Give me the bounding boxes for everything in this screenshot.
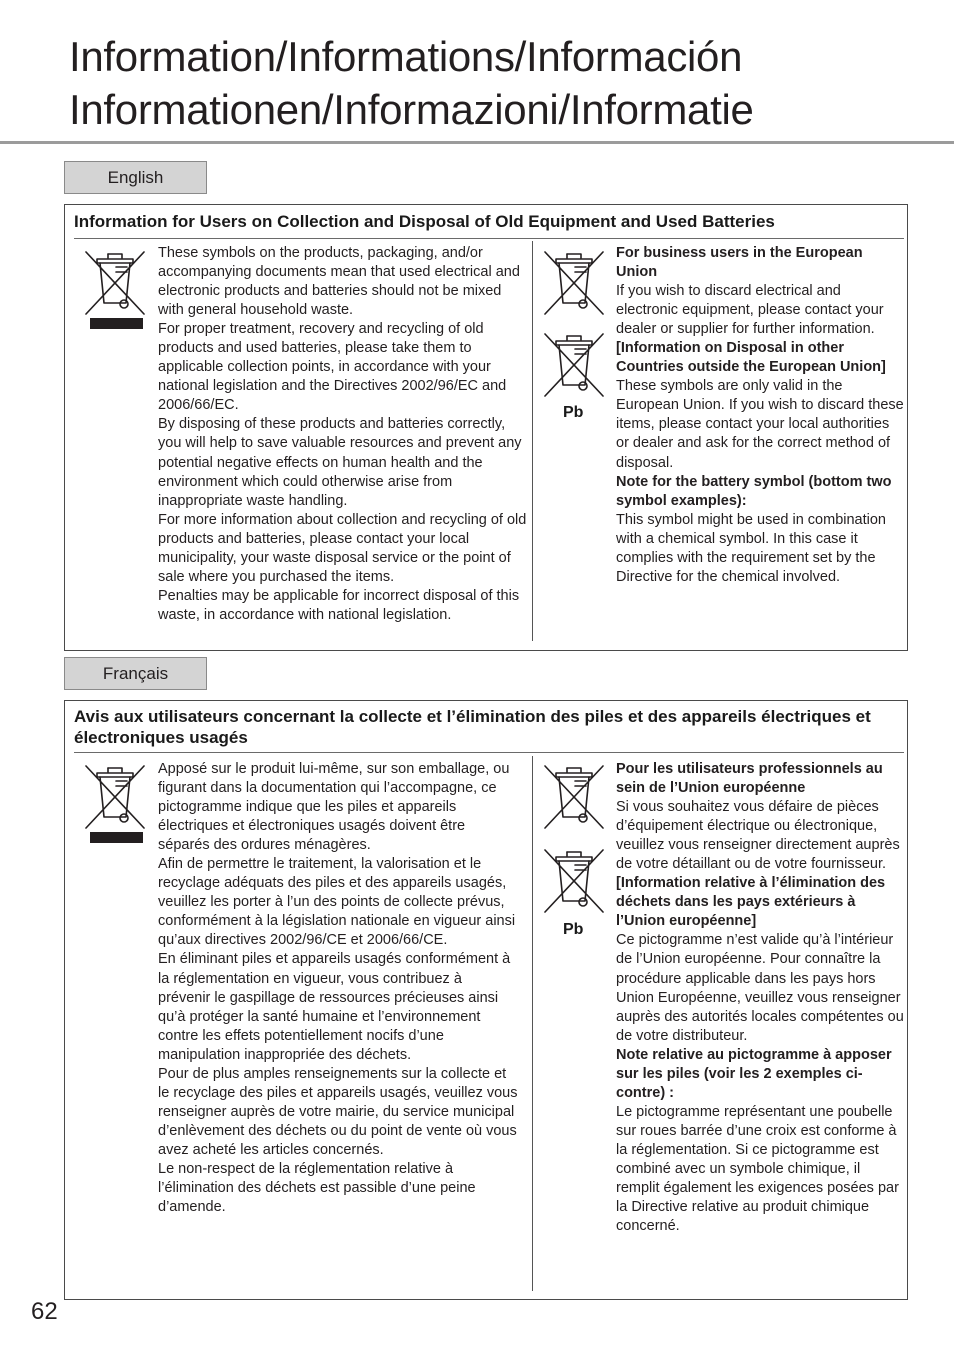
francais-right-column [616, 760, 904, 1236]
english-right-heading: [Information on Disposal in other Countries outside the European Union] [616, 340, 886, 376]
english-heading: Information for Users on Collection and Disposal of Old Equipment and Used Batteries [74, 211, 904, 239]
francais-right-paragraph: Si vous souhaitez vous défaire de pièces d’équipement électrique ou électronique, veuillez vous renseigner directement auprès de votre détaillant ou de votre fournisseur. [616, 799, 900, 873]
crossed-bin-icon [83, 763, 147, 831]
column-divider [532, 756, 533, 1291]
francais-left-paragraph: Le non-respect de la réglementation relative à l’élimination des déchets est passible d’une peine d’amende. [158, 1160, 476, 1216]
crossed-bin-icon [83, 249, 147, 317]
pb-chemical-label: Pb [563, 404, 584, 421]
crossed-bin-icon [542, 249, 606, 317]
page-title [69, 30, 754, 136]
english-right-paragraph: This symbol might be used in combination with a chemical symbol. In this case it complies with the requirement set by the Directive for the chemical involved. [616, 511, 886, 585]
francais-right-heading: Pour les utilisateurs professionnels au sein de l’Union européenne [616, 761, 883, 797]
crossed-bin-battery-icon [542, 331, 606, 399]
english-section-box [64, 204, 908, 651]
english-left-paragraph: By disposing of these products and batteries correctly, you will help to save valuable resources and prevent any potential negative effects on human health and the environment which could otherwise arise from inappropriate waste handling. [158, 416, 522, 509]
english-left-paragraph: For proper treatment, recovery and recycling of old products and used batteries, please take them to applicable collection points, in accordance with your national legislation and the Directives 2002/96/EC and 2006/66/EC. [158, 321, 507, 414]
francais-section-box [64, 700, 908, 1300]
pb-chemical-label: Pb [563, 921, 584, 938]
francais-left-paragraph: Afin de permettre le traitement, la valorisation et le recyclage adéquats des piles et des appareils usagés, veuillez les porter à l’un des points de collecte prévus, conformément à la législation nationale en vigueur ainsi qu’aux directives 2002/96/CE et 2006/66/CE. [158, 856, 516, 949]
english-left-column [158, 244, 530, 625]
black-bar-icon [90, 318, 143, 329]
francais-right-paragraph: Le pictogramme représentant une poubelle sur roues barrée d’une croix est conforme à la réglementation. Si ce pictogramme est combiné avec un symbole chimique, il remplit également les exigences posées par la Directive relative au produit chimique concerné. [616, 1103, 899, 1235]
english-left-paragraph: Penalties may be applicable for incorrect disposal of this waste, in accordance with national legislation. [158, 587, 520, 623]
title-line-2: Informationen/Informazioni/Informatie [69, 86, 754, 133]
english-right-heading: For business users in the European Union [616, 245, 863, 281]
tab-francais: Français [64, 657, 207, 690]
english-right-paragraph: These symbols are only valid in the European Union. If you wish to discard these items, please contact your local authorities or dealer and ask for the correct method of disposal. [616, 378, 904, 471]
title-divider [0, 141, 954, 144]
crossed-bin-icon [542, 763, 606, 831]
crossed-bin-battery-icon [542, 847, 606, 915]
column-divider [532, 241, 533, 641]
francais-left-paragraph: En éliminant piles et appareils usagés conformément à la réglementation en vigueur, vous contribuez à prévenir le gaspillage de ressources précieuses ainsi qu’à protéger la santé humaine et l’environnement contre les effets potentiellement nocifs d’une manipulation inappropriée des déchets. [158, 951, 511, 1063]
english-right-heading: Note for the battery symbol (bottom two symbol examples): [616, 473, 892, 509]
francais-left-column [158, 760, 518, 1217]
francais-right-heading: [Information relative à l’élimination des déchets dans les pays extérieurs à l’Union européenne] [616, 875, 886, 930]
francais-heading: Avis aux utilisateurs concernant la collecte et l’élimination des piles et des appareils électriques et électroniques usagés [74, 706, 904, 753]
english-left-paragraph: These symbols on the products, packaging, and/or accompanying documents mean that used electrical and electronic products and batteries should not be mixed with general household waste. [158, 245, 520, 319]
title-line-1: Information/Informations/Información [69, 33, 743, 80]
francais-left-paragraph: Apposé sur le produit lui-même, sur son emballage, ou figurant dans la documentation qui l’accompagne, ce pictogramme indique que les piles et appareils électriques et électroniques usagés doivent être séparés des ordures ménagères. [158, 761, 510, 854]
tab-english: English [64, 161, 207, 194]
francais-left-paragraph: Pour de plus amples renseignements sur la collecte et le recyclage des piles et appareils usagés, veuillez vous renseigner auprès de votre mairie, du service municipal d’enlèvement des déchets ou du point de vente où vous avez acheté les articles concernés. [158, 1065, 518, 1158]
page-number: 62 [31, 1298, 58, 1325]
english-right-column [616, 244, 904, 587]
black-bar-icon [90, 832, 143, 843]
english-right-paragraph: If you wish to discard electrical and electronic equipment, please contact your dealer or supplier for further information. [616, 283, 884, 338]
francais-right-heading: Note relative au pictogramme à apposer sur les piles (voir les 2 exemples ci-contre) : [616, 1046, 892, 1101]
francais-right-paragraph: Ce pictogramme n’est valide qu’à l’intérieur de l’Union européenne. Pour connaître la procédure applicable dans les pays hors Union Européenne, veuillez vous renseigner auprès des autorités locales compétentes ou de votre distributeur. [616, 932, 904, 1044]
english-left-paragraph: For more information about collection and recycling of old products and batteries, please contact your local municipality, your waste disposal service or the point of sale where you purchased the items. [158, 511, 527, 585]
